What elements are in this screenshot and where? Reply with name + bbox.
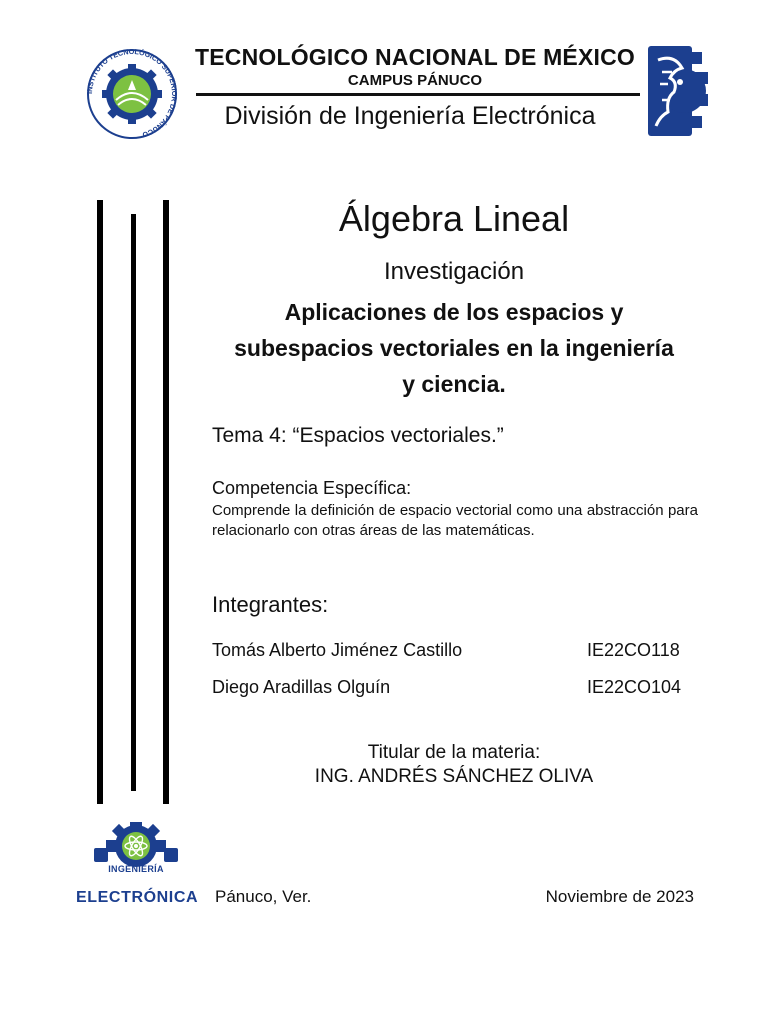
member-name: Tomás Alberto Jiménez Castillo <box>212 640 463 660</box>
document-type: Investigación <box>383 258 525 285</box>
competence-label: Competencia Específica: <box>212 478 412 498</box>
competence-text: Comprende la definición de espacio vectorial como una abstracción para relacionarlo con otras áreas de las matemáticas. <box>212 502 698 539</box>
member-row <box>212 677 692 701</box>
decorative-bar <box>163 200 169 804</box>
title-line: subespacios vectoriales en la ingeniería <box>234 335 674 361</box>
document-title <box>208 294 700 402</box>
decorative-bar <box>131 214 136 791</box>
division-name: División de Ingeniería Electrónica <box>224 102 596 130</box>
institute-seal-text <box>86 48 178 140</box>
member-id: IE22CO104 <box>587 677 682 697</box>
svg-text:INSTITUTO TECNOLÓGICO SUPERIOR: STITUTO TECNOLÓGICO SUPERI DE PÁNUCO <box>86 48 178 140</box>
member-row <box>212 640 692 664</box>
topic-heading: Tema 4: “Espacios vectoriales.” <box>212 424 504 447</box>
logo-text-line1: INGENIERÍA <box>108 864 164 874</box>
institution-name: TECNOLÓGICO NACIONAL DE MÉXICO <box>194 44 636 70</box>
members-label: Integrantes: <box>212 592 329 617</box>
title-line: y ciencia. <box>402 371 506 397</box>
tecnm-logo <box>644 42 712 140</box>
title-line: Aplicaciones de los espacios y <box>284 299 624 325</box>
header-divider <box>196 93 640 96</box>
logo-text-line2: ELECTRÓNICA <box>76 889 199 906</box>
teacher-label: Titular de la materia: <box>367 742 541 763</box>
teacher-name: ING. ANDRÉS SÁNCHEZ OLIVA <box>314 766 594 787</box>
date: Noviembre de 2023 <box>545 887 694 906</box>
member-id: IE22CO118 <box>587 640 680 660</box>
campus-name: CAMPUS PÁNUCO <box>347 72 483 89</box>
decorative-bar <box>97 200 103 804</box>
member-name: Diego Aradillas Olguín <box>212 677 391 697</box>
subject-title: Álgebra Lineal <box>338 198 570 239</box>
place: Pánuco, Ver. <box>215 887 312 906</box>
